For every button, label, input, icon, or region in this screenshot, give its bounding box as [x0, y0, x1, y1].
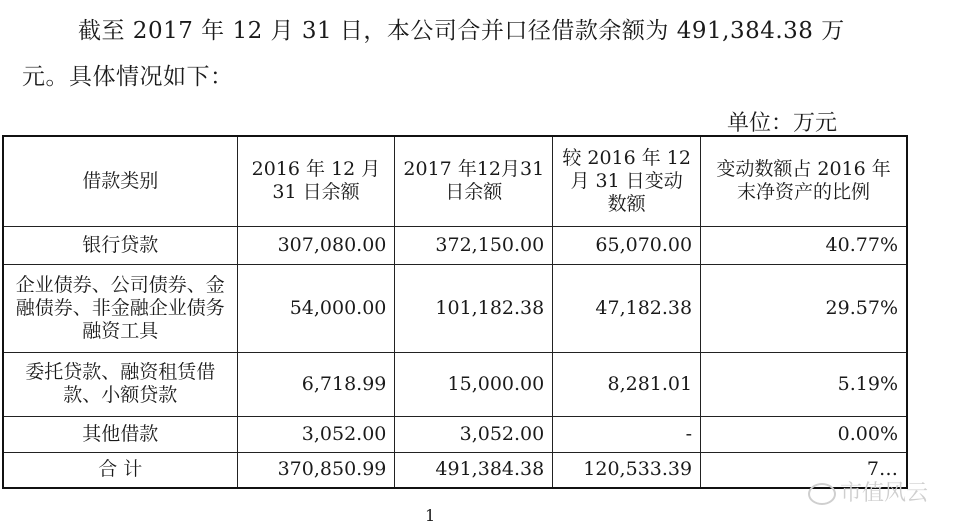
header-2017-balance: 2017 年12月31 日余额 — [395, 136, 553, 226]
intro-line-1: 截至 2017 年 12 月 31 日，本公司合并口径借款余额为 491,384.38 万 — [78, 18, 845, 44]
table-row — [3, 352, 907, 416]
cell-value: 3,052.00 — [237, 416, 395, 452]
cell-value: 3,052.00 — [395, 416, 553, 452]
cell-value: - — [553, 416, 701, 452]
cell-value: 370,850.99 — [237, 452, 395, 488]
table-row — [3, 226, 907, 264]
intro-line-2: 元。具体情况如下： — [22, 64, 234, 90]
cell-value: 5.19% — [701, 352, 907, 416]
page-number: 1 — [425, 506, 436, 525]
cell-category: 银行贷款 — [3, 226, 237, 264]
chat-bubble-icon — [808, 483, 836, 505]
header-category: 借款类别 — [3, 136, 237, 226]
cell-value: 0.00% — [701, 416, 907, 452]
cell-value: 65,070.00 — [553, 226, 701, 264]
cell-total-label: 合 计 — [3, 452, 237, 488]
cell-value: 120,533.39 — [553, 452, 701, 488]
cell-value: 15,000.00 — [395, 352, 553, 416]
cell-value: 8,281.01 — [553, 352, 701, 416]
cell-value: 7… — [701, 452, 907, 488]
cell-value: 101,182.38 — [395, 264, 553, 352]
cell-value: 47,182.38 — [553, 264, 701, 352]
table-total-row — [3, 452, 907, 488]
table-header-row — [3, 136, 907, 226]
watermark-text: 市值风云 — [840, 481, 929, 506]
cell-value: 491,384.38 — [395, 452, 553, 488]
unit-label: 单位：万元 — [727, 111, 838, 136]
loan-balance-table — [2, 135, 908, 489]
watermark — [808, 476, 928, 507]
cell-value: 372,150.00 — [395, 226, 553, 264]
table-row — [3, 416, 907, 452]
cell-value: 54,000.00 — [237, 264, 395, 352]
cell-category: 企业债券、公司债券、金融债券、非金融企业债务融资工具 — [3, 264, 237, 352]
cell-category: 委托贷款、融资租赁借款、小额贷款 — [3, 352, 237, 416]
cell-value: 29.57% — [701, 264, 907, 352]
cell-value: 40.77% — [701, 226, 907, 264]
header-2016-balance: 2016 年 12 月 31 日余额 — [237, 136, 395, 226]
header-change: 较 2016 年 12 月 31 日变动数额 — [553, 136, 701, 226]
table-row — [3, 264, 907, 352]
cell-category: 其他借款 — [3, 416, 237, 452]
header-change-ratio: 变动数额占 2016 年末净资产的比例 — [701, 136, 907, 226]
cell-value: 307,080.00 — [237, 226, 395, 264]
cell-value: 6,718.99 — [237, 352, 395, 416]
